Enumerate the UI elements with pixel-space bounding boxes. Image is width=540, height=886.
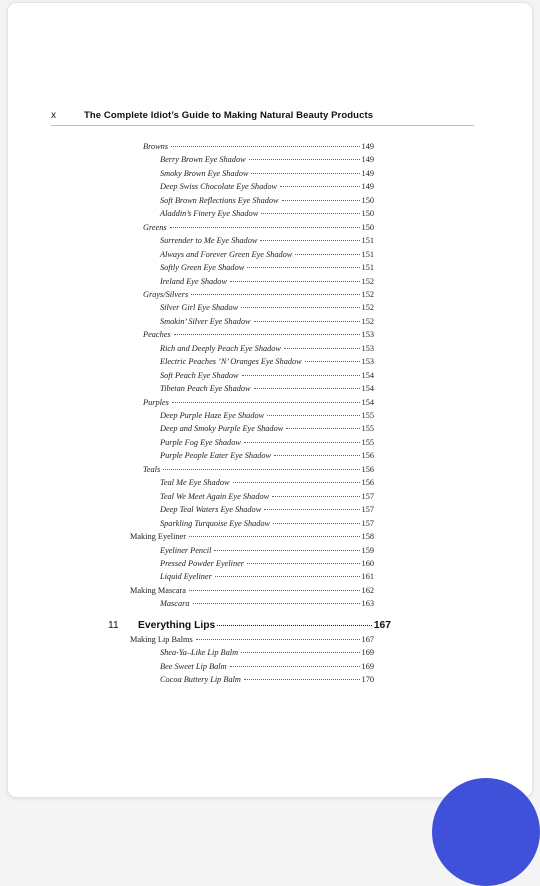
dot-leader	[215, 576, 360, 577]
toc-entry-label: Smoky Brown Eye Shadow	[160, 168, 249, 178]
toc-entry[interactable]	[160, 248, 374, 261]
floating-action-button[interactable]	[432, 778, 540, 886]
dot-leader	[163, 469, 359, 470]
toc-entry-label: Making Lip Balms	[130, 635, 193, 644]
dot-leader	[247, 267, 359, 268]
toc-entry-label: Bee Sweet Lip Balm	[160, 661, 227, 671]
dot-leader	[282, 200, 360, 201]
dot-leader	[244, 679, 360, 680]
dot-leader	[241, 652, 359, 653]
toc-entry[interactable]	[143, 396, 374, 409]
dot-leader	[244, 442, 360, 443]
toc-entry[interactable]	[160, 422, 374, 435]
dot-leader	[249, 159, 360, 160]
dot-leader	[233, 482, 360, 483]
toc-entry-label: Making Mascara	[130, 585, 186, 595]
toc-entry[interactable]	[160, 646, 374, 659]
toc-entry-label: Tibetan Peach Eye Shadow	[160, 384, 251, 394]
dot-leader	[230, 666, 360, 667]
toc-entry[interactable]	[160, 436, 374, 449]
toc-entry-label: Always and Forever Green Eye Shadow	[160, 249, 293, 259]
toc-entry[interactable]	[160, 544, 374, 557]
toc-entry-label: Deep and Smoky Purple Eye Shadow	[160, 424, 284, 434]
toc-entry-label: Making Eyeliner	[130, 532, 186, 542]
toc-entry-label: Deep Swiss Chocolate Eye Shadow	[160, 182, 278, 192]
dot-leader	[193, 603, 360, 604]
page-numeral: x	[51, 110, 56, 121]
chapter-number: 11	[108, 620, 119, 631]
toc-entry-label: Soft Peach Eye Shadow	[160, 370, 239, 380]
toc-entry[interactable]	[160, 234, 374, 247]
toc-entry-page: 154	[361, 384, 374, 394]
toc-entry-label: Teal Me Eye Shadow	[160, 478, 230, 488]
toc-entry-label: Browns	[143, 142, 169, 151]
toc-entry[interactable]	[160, 490, 374, 503]
toc-entry[interactable]	[160, 342, 374, 355]
toc-entry-page: 152	[361, 316, 374, 326]
toc-entry-page: 151	[361, 249, 374, 259]
toc-entry-label: Deep Purple Haze Eye Shadow	[160, 411, 265, 420]
toc-entry[interactable]	[160, 207, 374, 220]
toc-entry-page: 151	[361, 236, 374, 246]
dot-leader	[241, 307, 359, 308]
toc-entry-label: Ireland Eye Shadow	[160, 276, 227, 286]
toc-entry-page: 150	[361, 209, 374, 219]
dot-leader	[273, 523, 359, 524]
toc-entry-label: Electric Peaches ’N’ Oranges Eye Shadow	[160, 357, 302, 367]
dot-leader	[214, 550, 359, 551]
toc-entry-page: 152	[361, 276, 374, 286]
toc-entry[interactable]	[160, 194, 374, 207]
toc-entry[interactable]	[160, 355, 374, 368]
dot-leader	[230, 281, 360, 282]
dot-leader	[264, 509, 359, 510]
toc-entry-label: Soft Brown Reflections Eye Shadow	[160, 195, 279, 205]
toc-entry[interactable]	[160, 449, 374, 462]
toc-entry-page: 152	[361, 289, 374, 299]
dot-leader	[254, 388, 360, 389]
toc-entry-page: 169	[361, 661, 374, 671]
toc-entry[interactable]	[160, 409, 374, 422]
toc-entry-page: 155	[361, 437, 374, 447]
toc-entry[interactable]	[160, 301, 374, 314]
dot-leader	[260, 240, 359, 241]
toc-entry[interactable]	[160, 570, 374, 583]
toc-entry[interactable]	[143, 140, 374, 153]
toc-entry-label: Softly Green Eye Shadow	[160, 263, 245, 273]
toc-entry[interactable]	[130, 584, 374, 597]
toc-entry-label: Peaches	[143, 330, 171, 340]
toc-entry[interactable]	[160, 153, 374, 166]
toc-entry-page: 155	[361, 411, 374, 420]
toc-entry-label: Sparkling Turquoise Eye Shadow	[160, 518, 271, 528]
toc-entry[interactable]	[160, 660, 374, 673]
dot-leader	[171, 146, 359, 147]
dot-leader	[191, 294, 359, 295]
toc-entry-label: Greens	[143, 222, 167, 232]
toc-entry-page: 167	[361, 635, 374, 644]
chapter-entry[interactable]	[108, 620, 391, 636]
dot-leader	[217, 625, 372, 626]
toc-entry-page: 157	[361, 491, 374, 501]
toc-entry[interactable]	[160, 180, 374, 193]
toc-entry-page: 149	[361, 168, 374, 178]
toc-entry[interactable]	[160, 167, 374, 180]
toc-entry[interactable]	[143, 328, 374, 341]
toc-entry[interactable]	[160, 382, 374, 395]
toc-entry-label: Liquid Eyeliner	[160, 572, 212, 582]
toc-entry-page: 156	[361, 464, 374, 474]
toc-entry-page: 169	[361, 648, 374, 658]
toc-entry-label: Teal We Meet Again Eye Shadow	[160, 491, 270, 501]
toc-entry[interactable]	[160, 261, 374, 274]
dot-leader	[172, 402, 360, 403]
toc-entry-label: Eyeliner Pencil	[160, 545, 212, 555]
book-page	[8, 3, 532, 797]
toc-entry[interactable]	[160, 369, 374, 382]
dot-leader	[267, 415, 359, 416]
toc-entry-label: Deep Teal Waters Eye Shadow	[160, 505, 262, 515]
toc-entry-label: Surrender to Me Eye Shadow	[160, 236, 258, 246]
toc-entry[interactable]	[160, 517, 374, 530]
chapter-page: 167	[373, 620, 391, 631]
toc-entry[interactable]	[143, 463, 374, 476]
toc-entry-label: Smokin’ Silver Eye Shadow	[160, 316, 251, 326]
toc-entry-page: 170	[361, 675, 374, 685]
dot-leader	[284, 348, 360, 349]
toc-entry[interactable]	[160, 597, 374, 610]
dot-leader	[196, 639, 360, 640]
toc-entry[interactable]	[160, 275, 374, 288]
chapter-title: Everything Lips	[138, 620, 216, 631]
toc-entry-page: 152	[361, 303, 374, 313]
running-header	[51, 107, 474, 126]
dot-leader	[295, 254, 359, 255]
dot-leader	[247, 563, 360, 564]
toc-entry-page: 149	[361, 155, 374, 165]
toc-entry[interactable]	[160, 673, 374, 686]
toc-entry-page: 157	[361, 518, 374, 528]
toc-entry-page: 160	[361, 558, 374, 568]
dot-leader	[280, 186, 359, 187]
dot-leader	[242, 375, 360, 376]
dot-leader	[251, 173, 359, 174]
dot-leader	[170, 227, 360, 228]
dot-leader	[272, 496, 359, 497]
toc-entry-page: 151	[361, 263, 374, 273]
toc-entry-page: 153	[361, 330, 374, 340]
toc-entry-page: 163	[361, 599, 374, 609]
dot-leader	[189, 590, 360, 591]
toc-entry-label: Grays/Silvers	[143, 289, 189, 299]
toc-entry-label: Silver Girl Eye Shadow	[160, 303, 239, 313]
dot-leader	[274, 455, 359, 456]
toc-entry-label: Purples	[143, 397, 169, 407]
toc-entry-page: 155	[361, 424, 374, 434]
toc-entry-page: 156	[361, 451, 374, 461]
toc-entry-label: Berry Brown Eye Shadow	[160, 155, 246, 165]
toc-entry-label: Cocoa Buttery Lip Balm	[160, 675, 241, 685]
dot-leader	[189, 536, 360, 537]
toc-entry-page: 157	[361, 505, 374, 515]
toc-entry-page: 150	[361, 195, 374, 205]
toc-entry-label: Rich and Deeply Peach Eye Shadow	[160, 343, 281, 353]
toc-entry-page: 154	[361, 370, 374, 380]
toc-entry-page: 154	[361, 397, 374, 407]
toc-entry-label: Aladdin’s Finery Eye Shadow	[160, 209, 259, 219]
dot-leader	[305, 361, 360, 362]
toc-entry-label: Shea-Ya–Like Lip Balm	[160, 648, 239, 658]
toc-entry-page: 158	[361, 532, 374, 542]
dot-leader	[261, 213, 359, 214]
toc-entry-page: 162	[361, 585, 374, 595]
toc-entry-label: Purple Fog Eye Shadow	[160, 437, 241, 447]
toc-entry-label: Mascara	[160, 599, 190, 609]
toc-entry-page: 149	[361, 182, 374, 192]
toc-entry[interactable]	[160, 557, 374, 570]
toc-entry-page: 153	[361, 357, 374, 367]
toc-entry-page: 149	[361, 142, 374, 151]
toc-entry[interactable]	[143, 288, 374, 301]
toc-entry-label: Teals	[143, 464, 161, 474]
toc-entry[interactable]	[143, 221, 374, 234]
toc-entry-label: Pressed Powder Eyeliner	[160, 558, 245, 568]
toc-entry-label: Purple People Eater Eye Shadow	[160, 451, 272, 461]
toc-entry-page: 150	[361, 222, 374, 232]
dot-leader	[254, 321, 360, 322]
toc-entry[interactable]	[160, 503, 374, 516]
toc-entry-page: 159	[361, 545, 374, 555]
dot-leader	[174, 334, 360, 335]
dot-leader	[286, 428, 359, 429]
toc-entry[interactable]	[160, 315, 374, 328]
toc-entry-page: 156	[361, 478, 374, 488]
toc-entry-page: 161	[361, 572, 374, 582]
toc-entry-page: 153	[361, 343, 374, 353]
toc-entry[interactable]	[160, 476, 374, 489]
book-title: The Complete Idiot’s Guide to Making Natural Beauty Products	[84, 110, 374, 121]
toc-entry[interactable]	[130, 530, 374, 543]
